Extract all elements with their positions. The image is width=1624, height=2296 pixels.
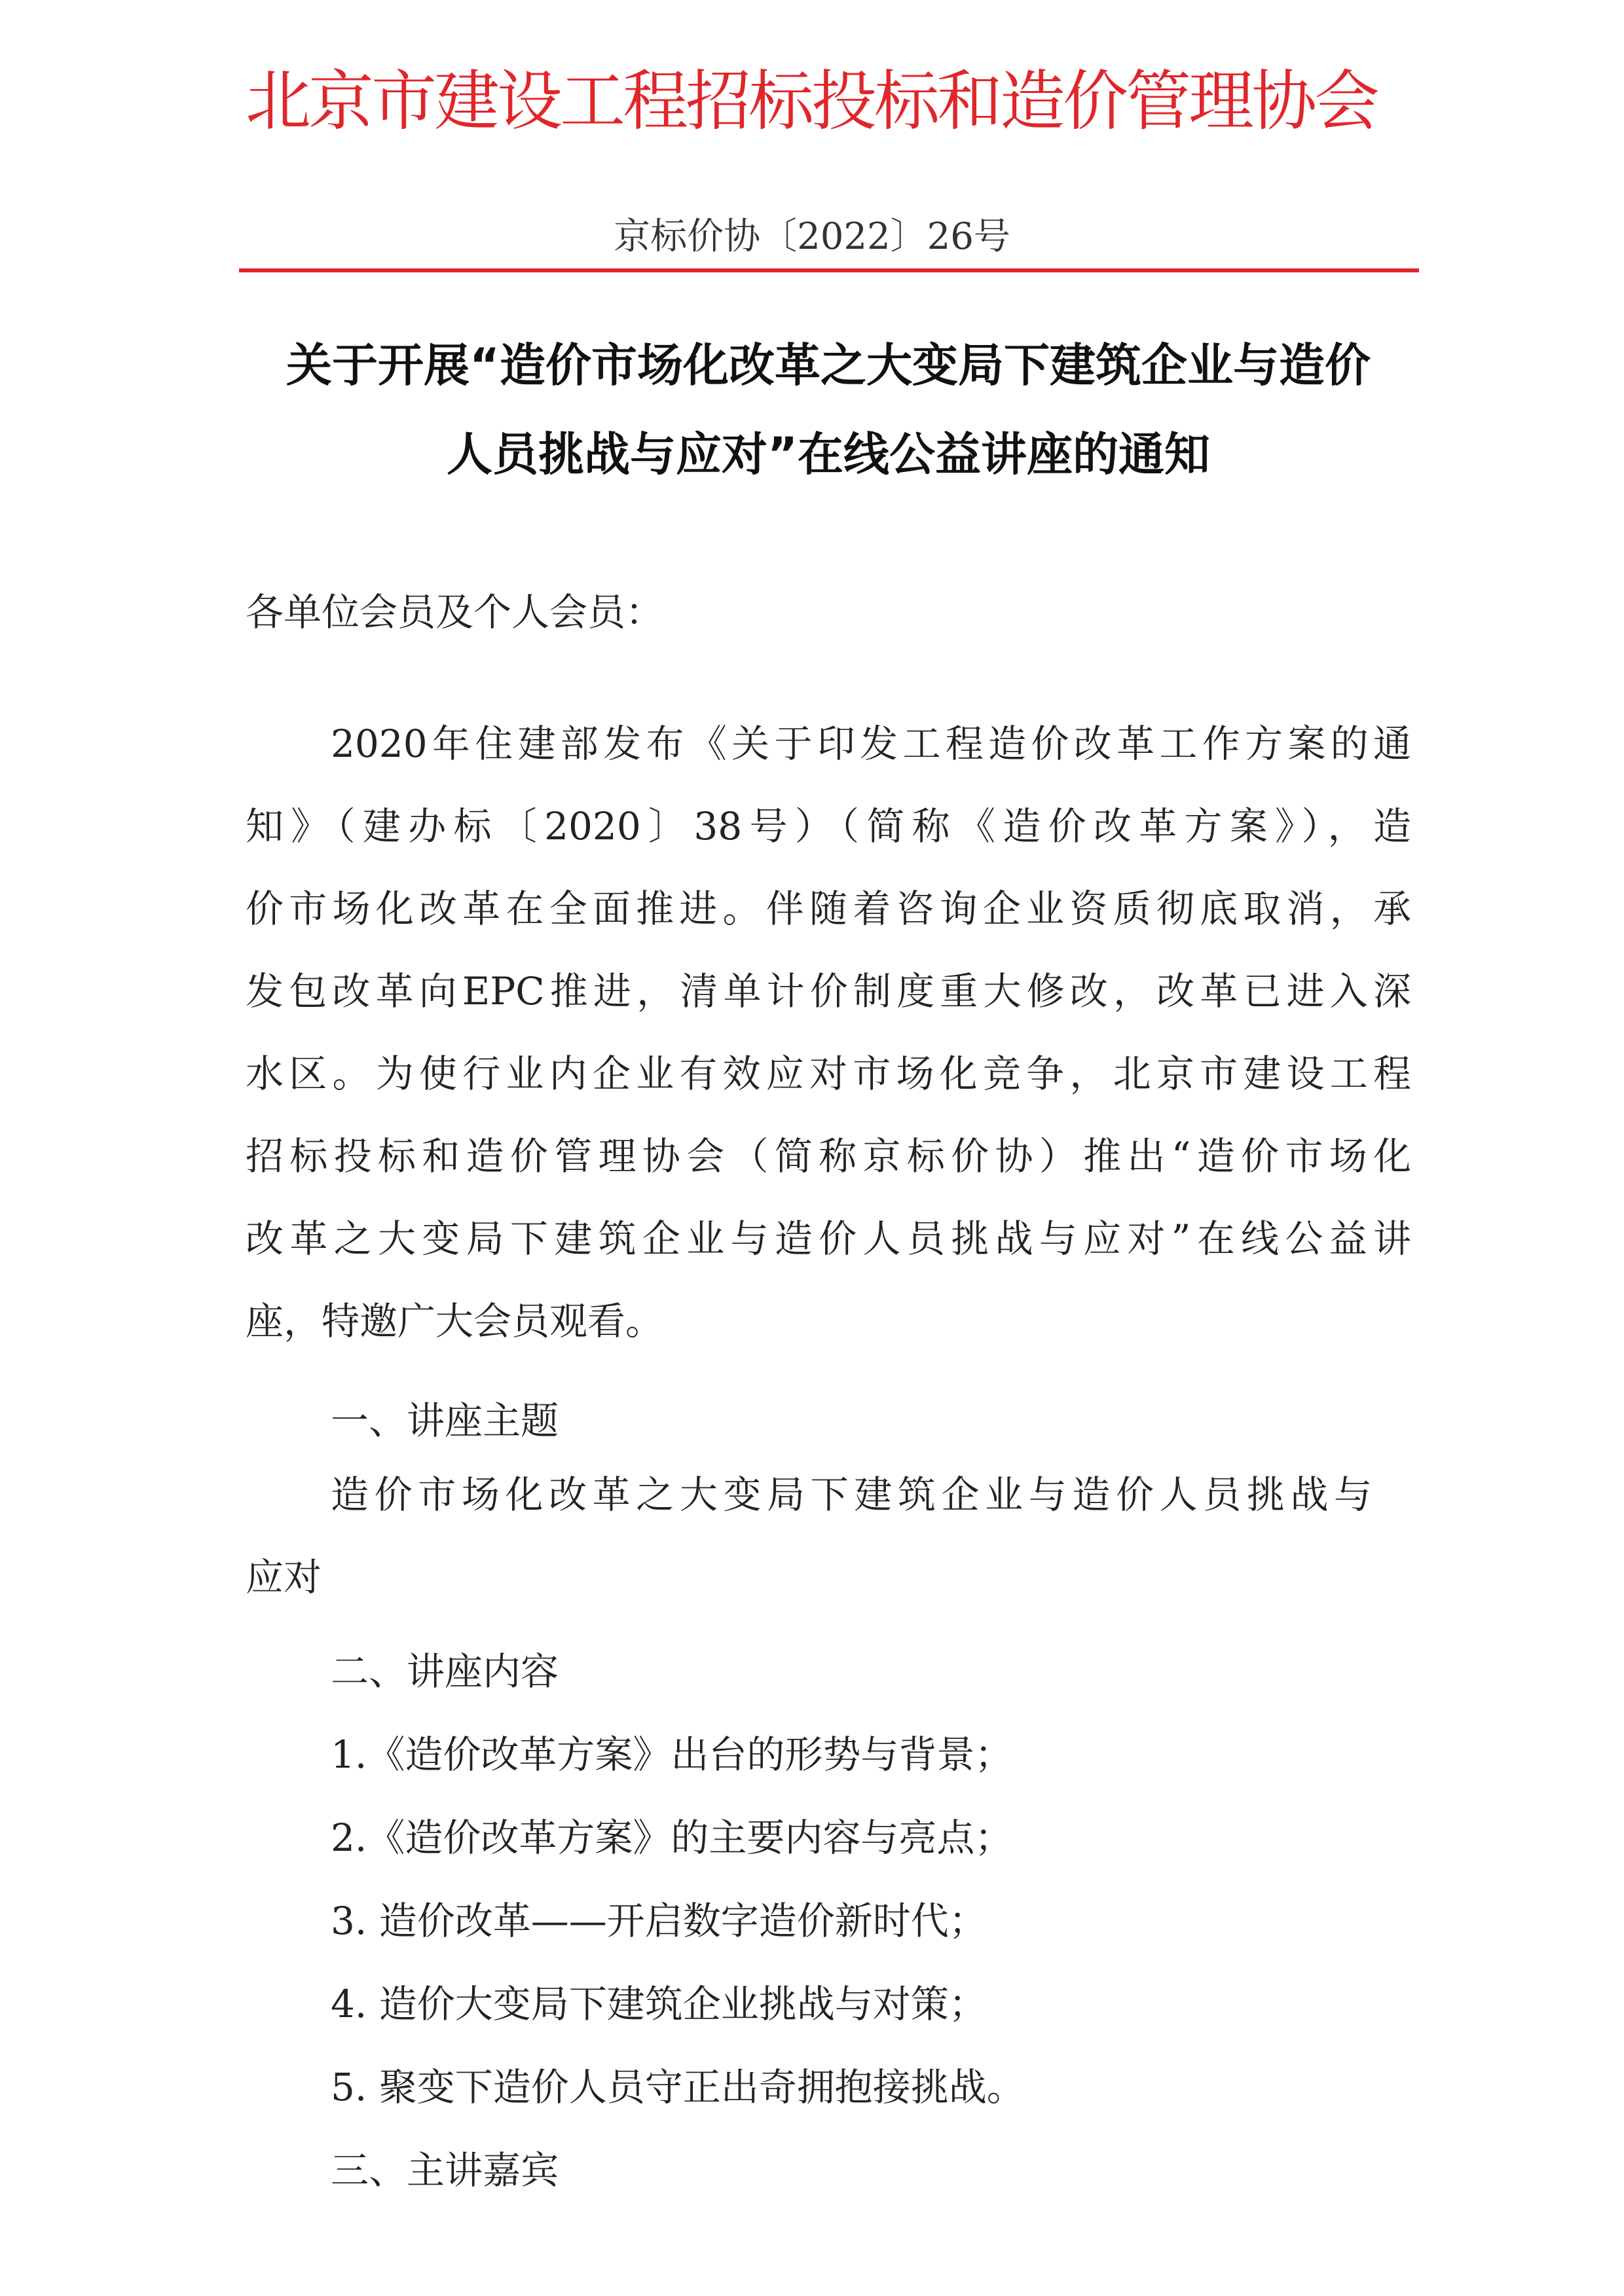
organization-header: 北京市建设工程招标投标和造价管理协会 — [246, 63, 1377, 139]
intro-line: 水区。为使行业内企业有效应对市场化竞争，北京市建设工程 — [246, 1051, 1411, 1096]
intro-line: 价市场化改革在全面推进。伴随着咨询企业资质彻底取消，承 — [246, 886, 1411, 931]
topic-line: 应对 — [246, 1555, 322, 1599]
notice-title — [236, 321, 1421, 499]
intro-line: 改革之大变局下建筑企业与造价人员挑战与应对”在线公益讲 — [246, 1216, 1411, 1261]
title-line-2: 人员挑战与应对”在线公益讲座的通知 — [446, 428, 1210, 481]
content-list-item: 1.《造价改革方案》出台的形势与背景； — [331, 1732, 1013, 1777]
intro-line: 座，特邀广大会员观看。 — [246, 1299, 664, 1343]
salutation: 各单位会员及个人会员： — [246, 590, 664, 634]
section-heading-topic: 一、讲座主题 — [331, 1398, 559, 1443]
intro-line: 发包改革向EPC推进，清单计价制度重大修改，改革已进入深 — [246, 969, 1411, 1013]
content-list-item: 2.《造价改革方案》的主要内容与亮点； — [331, 1815, 1013, 1860]
content-list-item: 5. 聚变下造价人员守正出奇拥抱接挑战。 — [331, 2065, 1025, 2109]
content-list-item: 3. 造价改革——开启数字造价新时代； — [331, 1899, 987, 1943]
red-header-rule — [239, 268, 1419, 272]
intro-line: 知》（建办标〔2020〕38号）（简称《造价改革方案》），造 — [246, 804, 1411, 848]
content-list-item: 4. 造价大变局下建筑企业挑战与对策； — [331, 1982, 987, 2026]
title-line-1: 关于开展“造价市场化改革之大变局下建筑企业与造价 — [286, 338, 1371, 392]
topic-paragraph — [246, 1453, 1372, 1618]
section-heading-content: 二、讲座内容 — [331, 1649, 559, 1694]
intro-line: 招标投标和造价管理协会（简称京标价协）推出“造价市场化 — [246, 1134, 1411, 1178]
intro-paragraph — [246, 702, 1411, 1362]
intro-line: 2020年住建部发布《关于印发工程造价改革工作方案的通 — [331, 721, 1411, 766]
section-heading-speaker: 三、主讲嘉宾 — [331, 2148, 559, 2193]
document-number: 京标价协〔2022〕26号 — [614, 215, 1010, 258]
topic-line: 造价市场化改革之大变局下建筑企业与造价人员挑战与 — [331, 1472, 1372, 1517]
